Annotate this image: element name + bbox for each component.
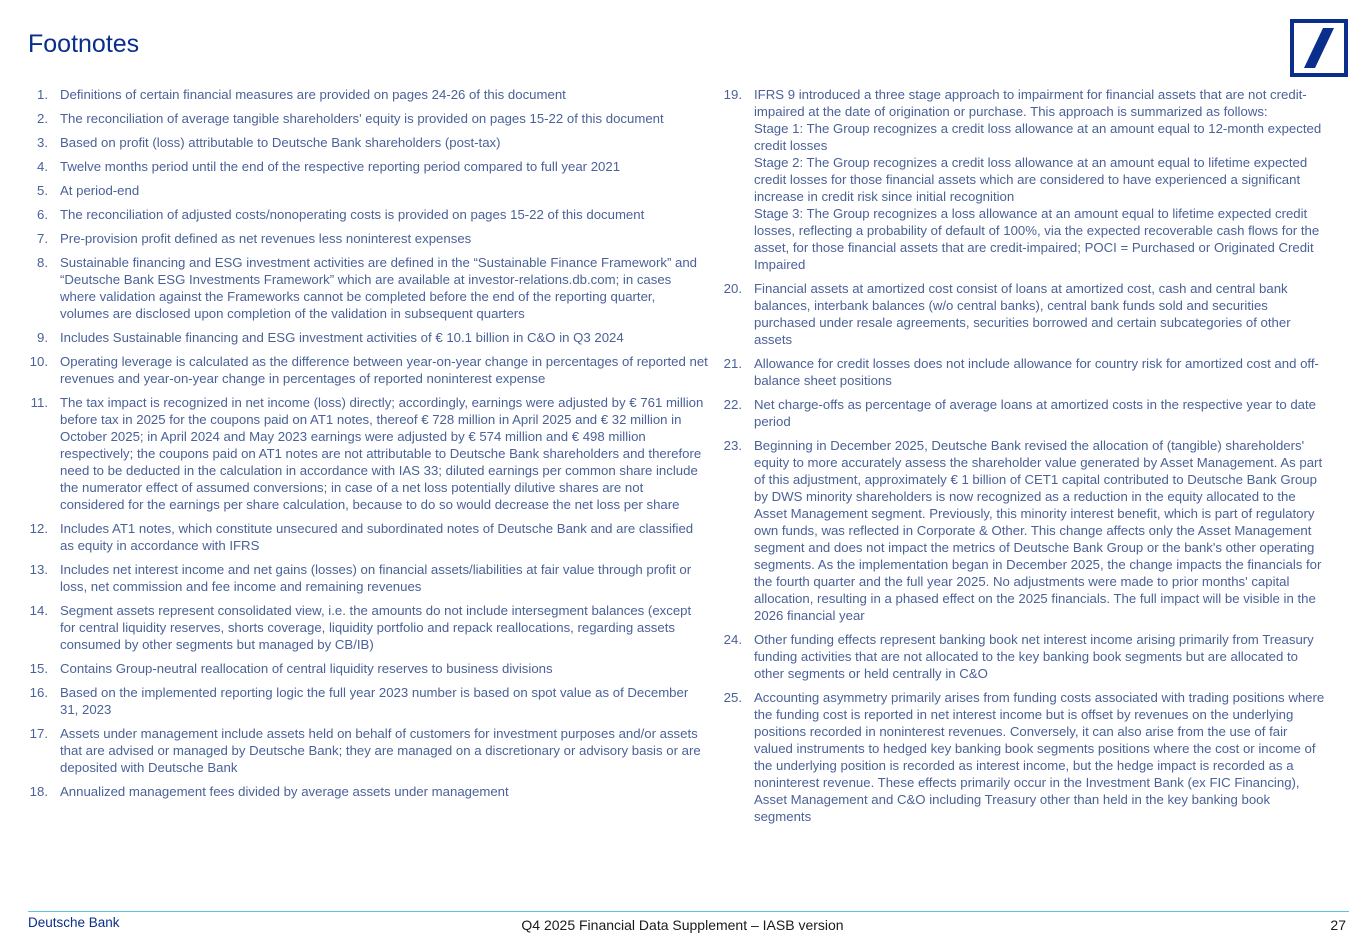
footnote-text: Pre-provision profit defined as net revenues less noninterest expenses <box>60 231 472 246</box>
footnotes-left-column <box>20 86 708 807</box>
footnote-text: IFRS 9 introduced a three stage approach to impairment for financial assets that are not credit-impaired at the date of origination or purchase. This approach is summarized as follows: <box>754 87 1307 119</box>
footnote-text: Includes Sustainable financing and ESG investment activities of € 10.1 billion in C&O in Q3 2024 <box>60 330 624 345</box>
footnote-stage-1-text: Stage 1: The Group recognizes a credit loss allowance at an amount equal to 12-month expected credit losses <box>754 121 1322 153</box>
footnote-item <box>20 254 708 322</box>
footnote-text: Assets under management include assets held on behalf of customers for investment purposes and/or assets that are advised or managed by Deutsche Bank; they are managed on a discretionary or advisory basis or are deposited with Deutsche Bank <box>60 726 701 775</box>
footnote-number: 8. <box>37 255 48 270</box>
footnote-text: Accounting asymmetry primarily arises from funding costs associated with trading positions where the funding cost is reported in net interest income but is offset by revenues on the underlying positions recorded in noninterest revenues. Conversely, it can also arise from the use of fair valued instruments to hedged key banking book segments positions where the cost or income of the underlying position is recorded as interest income, but the hedge impact is recorded as a noninterest revenue. These effects primarily occur in the Investment Bank (ex FIC Financing), Asset Management and C&O including Treasury other than held in the key banking book segments <box>754 690 1325 824</box>
footnote-number: 10. <box>29 354 48 369</box>
footnote-number: 1. <box>37 87 48 102</box>
footnote-text: Segment assets represent consolidated view, i.e. the amounts do not include intersegment balances (except for central liquidity reserves, shorts coverage, liquidity portfolio and repack reallocations, regarding assets consumed by other segments but managed by CB/IB) <box>60 603 692 652</box>
deutsche-bank-logo-icon <box>1290 19 1348 77</box>
footnote-stage-2-text: Stage 2: The Group recognizes a credit loss allowance at an amount equal to lifetime expected credit losses for those financial assets which are considered to have experienced a significant increase in credit risk since initial recognition <box>754 155 1308 204</box>
footnote-item <box>714 86 1326 273</box>
footnote-item <box>714 396 1326 430</box>
footnote-number: 4. <box>37 159 48 174</box>
footnote-text: Beginning in December 2025, Deutsche Bank revised the allocation of (tangible) shareholders' equity to more accurately assess the shareholder value generated by Asset Management. As part of this adjustment, approximately € 1 billion of CET1 capital contributed to Deutsche Bank Group by DWS minority shareholders is now recognized as a reduction in the equity allocated to the Asset Management segment. Previously, this minority interest benefit, which is part of regulatory own funds, was reflected in Corporate & Other. This change affects only the Asset Management segment and does not impact the metrics of Deutsche Bank Group or the bank's other operating segments. As the implementation began in December 2025, the change impacts the financials for the fourth quarter and the full year 2025. No adjustments were made to prior months' capital allocation, resulting in a phased effect on the 2025 financials. The full impact will be visible in the 2026 financial year <box>754 438 1323 623</box>
footnote-stage-3-text: Stage 3: The Group recognizes a loss allowance at an amount equal to lifetime expected credit losses, reflecting a probability of default of 100%, via the expected recoverable cash flows for the asset, for those financial assets that are credit-impaired; POCI = Purchased or Originated Credit Impaired <box>754 206 1320 272</box>
footnote-item <box>20 725 708 776</box>
footnote-number: 18. <box>29 784 48 799</box>
footnote-item <box>20 394 708 513</box>
footnote-text: Twelve months period until the end of the respective reporting period compared to full year 2021 <box>60 159 621 174</box>
footnote-text: Allowance for credit losses does not include allowance for country risk for amortized cost and off-balance sheet positions <box>754 356 1319 388</box>
footnote-item <box>20 134 708 151</box>
footnote-number: 2. <box>37 111 48 126</box>
footnote-item <box>20 561 708 595</box>
footnote-number: 22. <box>723 397 742 412</box>
footnote-item <box>714 280 1326 348</box>
footnote-text: Other funding effects represent banking book net interest income arising primarily from Treasury funding activities that are not allocated to the key banking book segments but are allocated to other segments or held centrally in C&O <box>754 632 1314 681</box>
footnote-text: Includes AT1 notes, which constitute unsecured and subordinated notes of Deutsche Bank and are classified as equity in accordance with IFRS <box>60 521 694 553</box>
footnote-text: Based on profit (loss) attributable to Deutsche Bank shareholders (post-tax) <box>60 135 501 150</box>
footnote-item <box>20 783 708 800</box>
footnote-number: 11. <box>30 395 48 410</box>
footnote-number: 6. <box>37 207 48 222</box>
footnote-number: 15. <box>29 661 48 676</box>
footnote-text: Net charge-offs as percentage of average loans at amortized costs in the respective year to date period <box>754 397 1317 429</box>
footnote-text: Based on the implemented reporting logic the full year 2023 number is based on spot value as of December 31, 2023 <box>60 685 689 717</box>
footnote-text: Financial assets at amortized cost consist of loans at amortized cost, cash and central bank balances, interbank balances (w/o central banks), central bank funds sold and securities purchased under resale agreements, securities borrowed and certain subcategories of other assets <box>754 281 1291 347</box>
footnote-text: Annualized management fees divided by average assets under management <box>60 784 509 799</box>
footnote-text: Sustainable financing and ESG investment activities are defined in the “Sustainable Finance Framework” and “Deutsche Bank ESG Investments Framework” which are available at investor-relations.db.com; in cases where validation against the Frameworks cannot be completed before the end of the reporting quarter, volumes are disclosed upon completion of the validation in subsequent quarters <box>60 255 698 321</box>
footnote-item <box>714 355 1326 389</box>
footnote-item <box>20 329 708 346</box>
footnote-item <box>714 689 1326 825</box>
footer-brand: Deutsche Bank <box>28 915 120 930</box>
footnote-number: 17. <box>29 726 48 741</box>
footnote-number: 12. <box>29 521 48 536</box>
footnote-number: 5. <box>37 183 48 198</box>
footnote-number: 20. <box>723 281 742 296</box>
footnote-item <box>714 437 1326 624</box>
footnote-number: 3. <box>37 135 48 150</box>
page-number: 27 <box>1330 917 1346 933</box>
footnote-item <box>20 353 708 387</box>
footnote-text: The reconciliation of adjusted costs/nonoperating costs is provided on pages 15-22 of this document <box>60 207 645 222</box>
footnote-number: 24. <box>723 632 742 647</box>
footnote-text: Definitions of certain financial measures are provided on pages 24-26 of this document <box>60 87 566 102</box>
footnote-item <box>20 86 708 103</box>
footnote-number: 23. <box>723 438 742 453</box>
footnote-item <box>20 182 708 199</box>
footnote-text: At period-end <box>60 183 140 198</box>
page-title: Footnotes <box>28 30 140 58</box>
footnote-item <box>20 660 708 677</box>
footnote-number: 14. <box>29 603 48 618</box>
footnote-number: 16. <box>29 685 48 700</box>
footnote-text: The tax impact is recognized in net income (loss) directly; accordingly, earnings were adjusted by € 761 million before tax in 2025 for the coupons paid on AT1 notes, thereof € 728 million in April 2025 and € 32 million in October 2025; in April 2024 and May 2023 earnings were adjusted by € 574 million and € 498 million respectively; the coupons paid on AT1 notes are not attributable to Deutsche Bank shareholders and therefore need to be deducted in the calculation in accordance with IAS 33; diluted earnings per common share include the numerator effect of assumed conversions; in case of a net loss potentially dilutive shares are not considered for the earnings per share calculation, because to do so would decrease the net loss per share <box>60 395 704 512</box>
footnote-number: 21. <box>723 356 742 371</box>
footnote-item <box>20 520 708 554</box>
footnote-number: 9. <box>37 330 48 345</box>
footnotes-right-column <box>714 86 1326 832</box>
footnote-number: 25. <box>723 690 742 705</box>
footnote-item <box>20 602 708 653</box>
footnote-item <box>20 110 708 127</box>
footnote-text: The reconciliation of average tangible shareholders' equity is provided on pages 15-22 of this document <box>60 111 664 126</box>
footer-divider <box>28 911 1349 912</box>
footnote-item <box>20 684 708 718</box>
footnote-number: 19. <box>723 87 742 102</box>
footnote-item <box>714 631 1326 682</box>
footnote-number: 7. <box>37 231 48 246</box>
footnote-number: 13. <box>29 562 48 577</box>
footnote-text: Includes net interest income and net gains (losses) on financial assets/liabilities at fair value through profit or loss, net commission and fee income and remaining revenues <box>60 562 692 594</box>
footnote-text: Contains Group-neutral reallocation of central liquidity reserves to business divisions <box>60 661 553 676</box>
footnote-item <box>20 158 708 175</box>
footnote-item <box>20 206 708 223</box>
footer-document-title: Q4 2025 Financial Data Supplement – IASB version <box>521 917 844 933</box>
footnote-text: Operating leverage is calculated as the difference between year-on-year change in percentages of reported net revenues and year-on-year change in percentages of reported noninterest expense <box>60 354 708 386</box>
footnote-item <box>20 230 708 247</box>
